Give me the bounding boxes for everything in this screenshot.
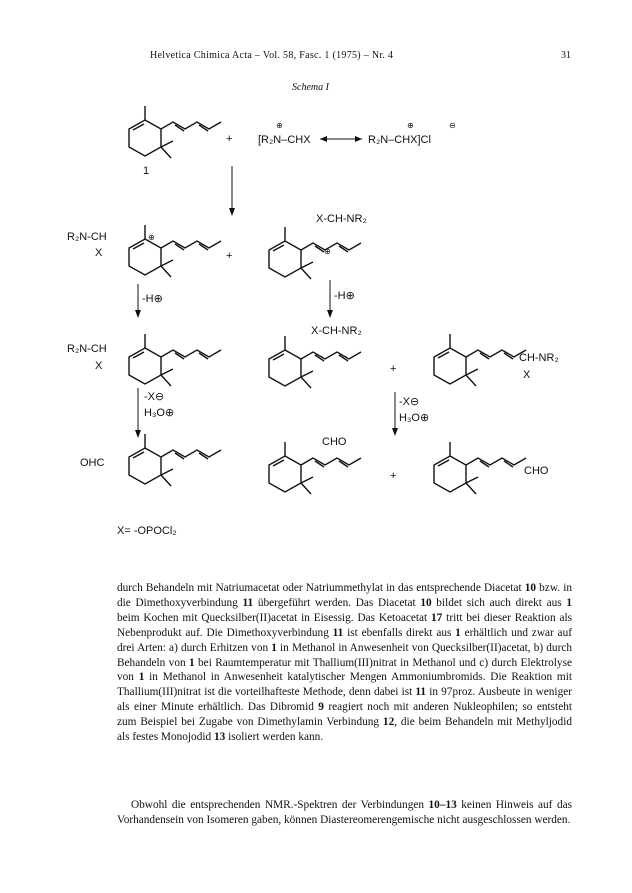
text-segment: tritt bei dieser Reaktion als Nebenprodukt auf. Die Dimethoxyverbindung: [117, 611, 572, 639]
compound-number: 10: [420, 596, 432, 609]
text-segment: keinen Hinweis auf das Vorhandensein von Isomeren gaben, können Diastereomerengemische nicht ausgeschlossen werden.: [117, 799, 572, 826]
cho-label-2: CHO: [524, 465, 549, 477]
x-label-3: X: [523, 369, 531, 381]
plus-sign-3: +: [390, 363, 397, 375]
compound-number: 13: [213, 731, 226, 744]
text-segment: isoliert werden kann.: [225, 731, 324, 744]
compound-number: 1: [566, 596, 573, 609]
h3o-left: H₃O⊕: [144, 407, 175, 419]
compound-number: 11: [332, 626, 344, 639]
text-segment: in Methanol in Anwesenheit katalytischer Mengen Ammoniumbromids. Die Reaktion mit Thallium(III)nitrat ist die vorteilhafteste Methode, denn dabei ist: [117, 671, 572, 699]
compound-number: 10: [524, 582, 537, 594]
charge-plus-a: ⊕: [148, 233, 155, 242]
ohc-label: OHC: [80, 457, 105, 469]
ionone-structure-1: [129, 106, 221, 158]
text-segment: erhältlich und zwar auf drei Arten: a) durch Erhitzen von: [117, 626, 572, 654]
compound-number: 1: [271, 641, 277, 654]
text-segment: übergeführt werden. Das Diacetat: [253, 596, 421, 609]
text-segment: , die beim Behandeln mit Methyljodid als festes Monojodid: [117, 716, 572, 744]
charge-plus-2: ⊕: [407, 121, 414, 130]
text-segment: bildet sich auch direkt aus: [431, 596, 567, 609]
text-segment: ist ebenfalls direkt aus: [343, 626, 456, 639]
r2n-ch-label-2: R₂N-CH: [67, 343, 107, 355]
enamine-product-b: [269, 336, 361, 388]
text-segment: bzw. in die Dimethoxyverbindung: [117, 582, 572, 609]
h3o-right: H₃O⊕: [399, 412, 430, 424]
minus-h-left: -H⊕: [142, 293, 163, 305]
cho-label: CHO: [322, 436, 347, 448]
text-segment: bei Raumtemperatur mit Thallium(III)nitrat in Methanol und c) durch Elektrolyse von: [117, 656, 572, 684]
text-segment: beim Kochen mit Quecksilber(II)acetat in Eisessig. Das Ketoacetat: [117, 611, 432, 624]
minus-h-right: -H⊕: [334, 290, 355, 302]
r2n-ch-label: R₂N-CH: [67, 231, 107, 243]
minus-x-right: -X⊖: [399, 396, 420, 408]
compound-number: 10–13: [428, 799, 457, 811]
charge-plus: ⊕: [276, 121, 283, 130]
aldehyde-product-b: [269, 442, 361, 494]
page-number: 31: [561, 50, 571, 61]
compound-number: 1: [138, 671, 145, 684]
scheme-title: Schema I: [292, 82, 329, 93]
aldehyde-product-c: [434, 442, 526, 494]
iminium-intermediate-b: [269, 227, 361, 279]
iminium-intermediate-a: [129, 225, 221, 277]
compound-number: 1: [189, 656, 195, 669]
text-segment: Obwohl die entsprechenden NMR.-Spektren der Verbindungen: [131, 799, 429, 811]
charge-plus-b: ⊕: [324, 247, 331, 256]
plus-sign-4: +: [390, 470, 397, 482]
enamine-product-c: [434, 334, 526, 386]
x-ch-nr2-label: X-CH-NR₂: [316, 213, 367, 225]
minus-x-left: -X⊖: [144, 391, 165, 403]
compound-number: 1: [455, 626, 461, 639]
text-segment: in Methanol in Anwesenheit von Quecksilber(II)acetat, b) durch Behandeln von: [117, 641, 573, 669]
compound-number: 12: [382, 716, 395, 729]
enamine-product-a: [129, 334, 221, 386]
x-label: X: [95, 247, 103, 259]
compound-number: 11: [415, 686, 427, 699]
compound-number: 9: [318, 701, 324, 714]
text-segment: reagiert noch mit anderen Nukleophilen; so entsteht zum Beispiel bei Zugabe von Dimethylamin Verbindung: [117, 701, 572, 729]
reagent-left: [R₂N–CHX: [258, 134, 311, 146]
text-segment: in 97proz. Ausbeute in weniger als einer Minute erhältlich. Das Dibromid: [117, 686, 572, 714]
plus-sign: +: [226, 133, 233, 145]
aldehyde-product-a: [129, 434, 221, 486]
text-segment: durch Behandeln mit Natriumacetat oder Natriummethylat in das entsprechende Diacetat: [117, 582, 525, 594]
compound-number: 11: [242, 596, 254, 609]
x-ch-nr2-label-2: X-CH-NR₂: [311, 325, 362, 337]
reagent-right: R₂N–CHX]Cl: [368, 134, 431, 146]
scheme-footnote: X= -OPOCl₂: [117, 525, 177, 537]
paragraph-2: [117, 798, 572, 828]
paragraph-1: [117, 581, 572, 745]
ch-nr2-label: CH-NR₂: [519, 352, 559, 364]
x-label-2: X: [95, 360, 103, 372]
compound-label-1: 1: [143, 165, 150, 177]
compound-number: 17: [431, 611, 443, 624]
charge-minus: ⊖: [449, 121, 456, 130]
plus-sign-2: +: [226, 250, 233, 262]
running-header: Helvetica Chimica Acta – Vol. 58, Fasc. 1 (1975) – Nr. 4: [150, 50, 394, 61]
